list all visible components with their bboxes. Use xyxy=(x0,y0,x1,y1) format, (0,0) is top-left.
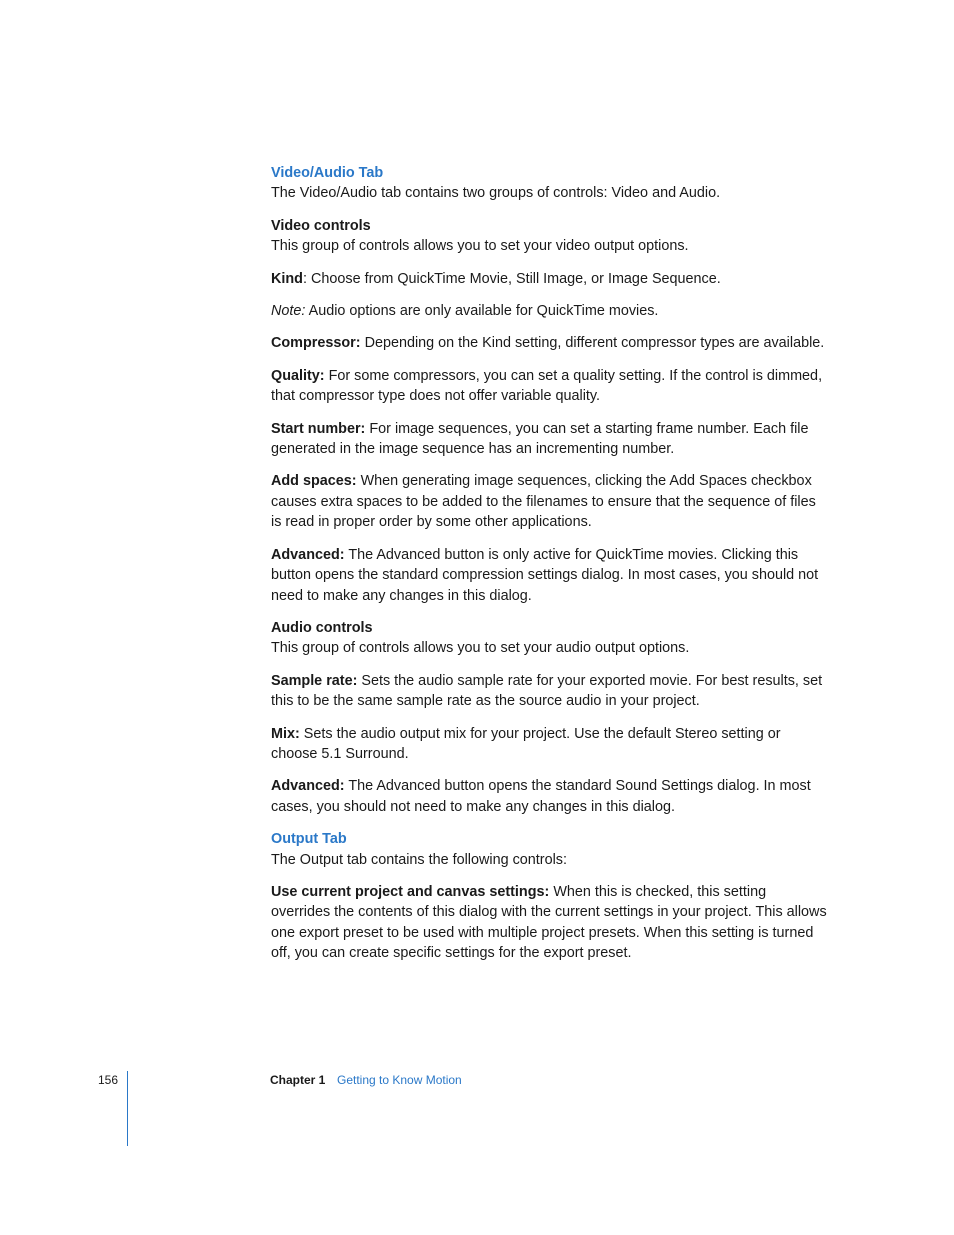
chapter-title-link[interactable]: Getting to Know Motion xyxy=(337,1073,462,1087)
definition-term: Use current project and canvas settings: xyxy=(271,883,550,900)
definition-text: The Advanced button opens the standard Sound Settings dialog. In most cases, you should not need to make any changes in this dialog. xyxy=(271,778,811,815)
definition-term: Quality: xyxy=(271,367,325,384)
definition-start-number xyxy=(271,419,827,460)
definition-text: Sets the audio sample rate for your exported movie. For best results, set this to be the same sample rate as the source audio in your project. xyxy=(271,672,823,710)
definition-text: Sets the audio output mix for your project. Use the default Stereo setting or choose 5.1 Surround. xyxy=(271,725,781,762)
definition-sample-rate xyxy=(271,671,827,712)
output-tab-heading: Output Tab xyxy=(271,831,347,848)
definition-term: Start number: xyxy=(271,420,366,437)
definition-term: Kind xyxy=(271,270,303,287)
definition-text: The Advanced button is only active for QuickTime movies. Clicking this button opens the standard compression settings dialog. In most cases, you should not need to make any changes in this dialog. xyxy=(271,546,819,604)
definition-term: Sample rate: xyxy=(271,672,358,689)
definition-compressor xyxy=(271,333,827,353)
note-term: Note: xyxy=(271,303,306,320)
definition-term: Advanced: xyxy=(271,546,345,563)
output-tab-intro: The Output tab contains the following controls: xyxy=(271,851,567,868)
definition-quality xyxy=(271,366,827,407)
note xyxy=(271,301,827,321)
definition-mix xyxy=(271,724,827,765)
definition-text: Choose from QuickTime Movie, Still Image, or Image Sequence. xyxy=(310,270,721,287)
definition-add-spaces xyxy=(271,471,827,532)
video-audio-tab-intro: The Video/Audio tab contains two groups of controls: Video and Audio. xyxy=(271,185,721,202)
definition-advanced-video xyxy=(271,545,827,606)
definition-term: Add spaces: xyxy=(271,473,357,490)
definition-text: When this is checked, this setting overrides the contents of this dialog with the current settings in your project. This allows one export preset to be used with multiple project presets. When this setting is turned off, you can create specific settings for the export preset. xyxy=(271,883,827,962)
definition-text: When generating image sequences, clicking the Add Spaces checkbox causes extra spaces to be added to the filenames to ensure that the sequence of files is read in proper order by some other applications. xyxy=(271,473,816,531)
definition-advanced-audio xyxy=(271,776,827,817)
definition-text: Depending on the Kind setting, different compressor types are available. xyxy=(364,335,825,352)
note-text: Audio options are only available for QuickTime movies. xyxy=(308,303,659,320)
definition-term: Compressor: xyxy=(271,335,361,352)
definition-use-current-settings xyxy=(271,882,827,964)
footer-divider xyxy=(127,1071,128,1146)
video-controls-intro: This group of controls allows you to set your video output options. xyxy=(271,238,689,255)
definition-kind: Kind: Choose from QuickTime Movie, Still Image, or Image Sequence. xyxy=(271,270,721,287)
video-audio-tab-heading: Video/Audio Tab xyxy=(271,165,384,181)
video-controls-heading: Video controls xyxy=(271,217,371,234)
audio-controls-heading: Audio controls xyxy=(271,619,373,636)
definition-text: For some compressors, you can set a quality setting. If the control is dimmed, that compressor type does not offer variable quality. xyxy=(271,367,823,405)
chapter-label: Chapter 1 xyxy=(270,1073,326,1087)
definition-text: For image sequences, you can set a starting frame number. Each file generated in the image sequence has an incrementing number. xyxy=(271,420,809,458)
page-content xyxy=(271,163,827,976)
audio-controls-intro: This group of controls allows you to set your audio output options. xyxy=(271,640,690,657)
definition-term: Mix: xyxy=(271,725,300,742)
definition-term: Advanced: xyxy=(271,778,345,795)
page-number: 156 xyxy=(98,1073,119,1087)
